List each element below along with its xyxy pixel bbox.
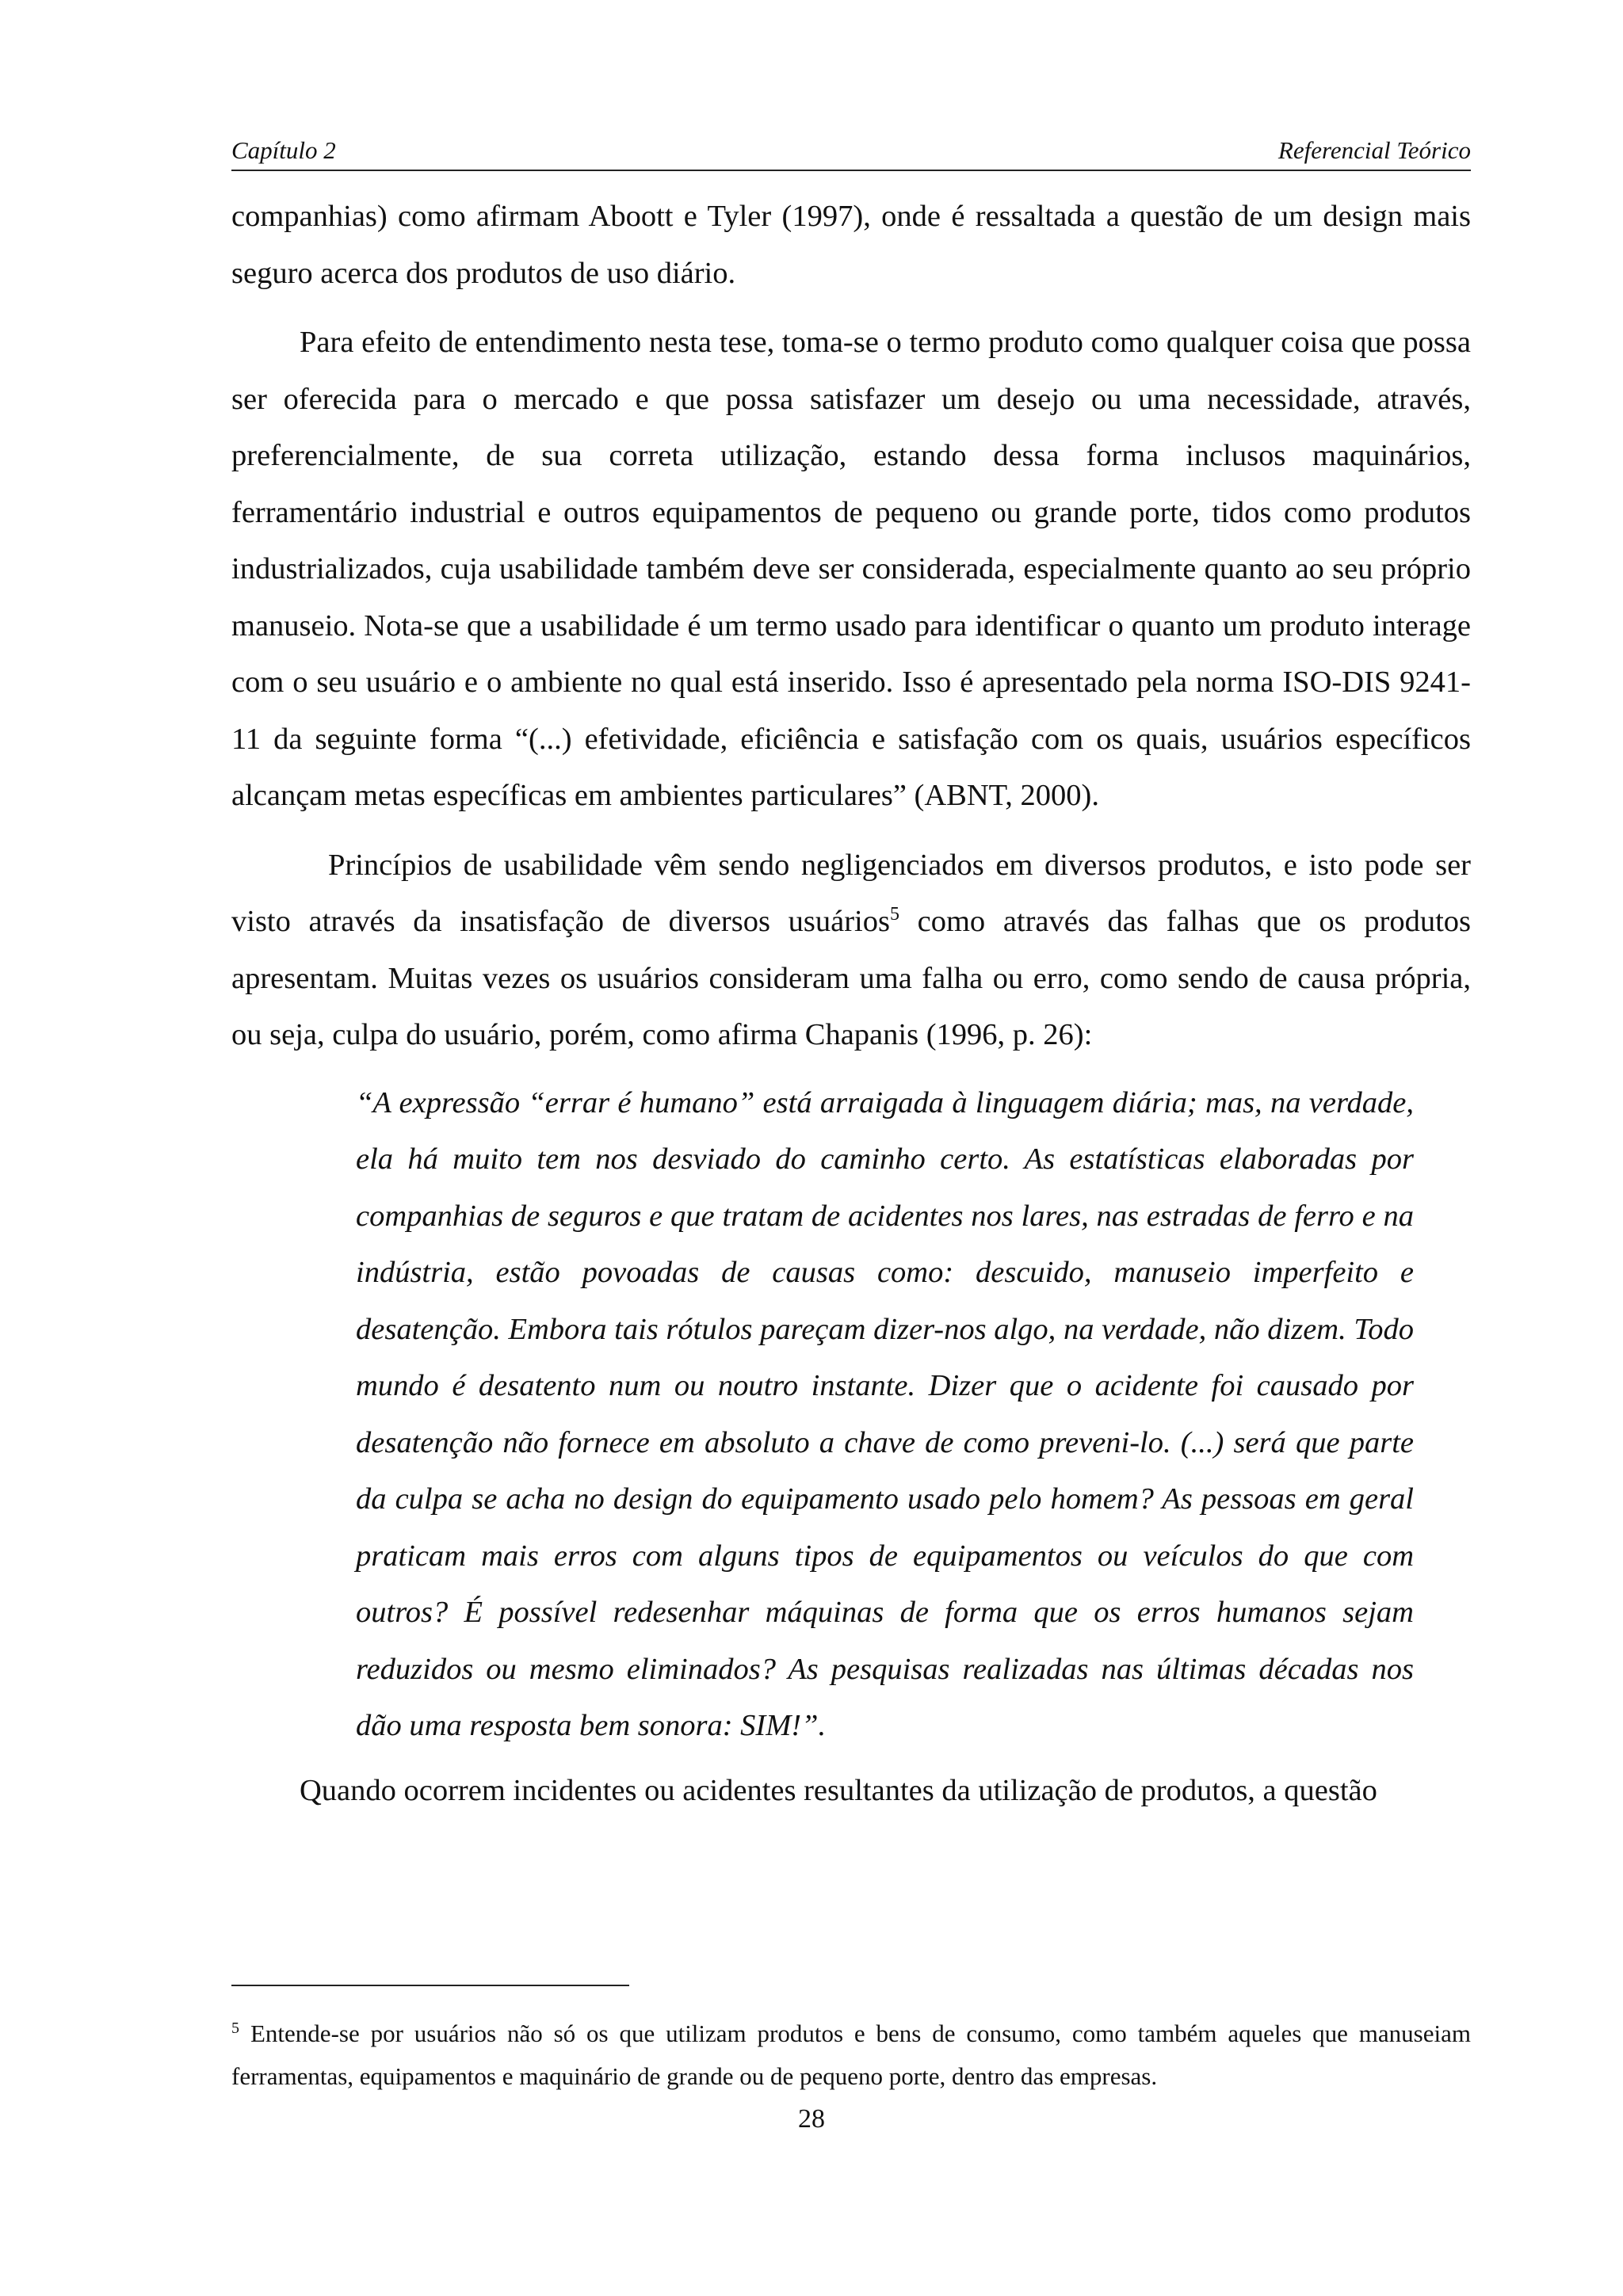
body-text bbox=[231, 189, 1471, 1819]
footnote-text: Entende-se por usuários não só os que utilizam produtos e bens de consumo, como também aqueles que manuseiam ferramentas, equipamentos e maquinário de grande ou de pequeno porte, dentro das empresas. bbox=[231, 2019, 1471, 2090]
running-header bbox=[231, 133, 1471, 171]
paragraph-incidents: Quando ocorrem incidentes ou acidentes resultantes da utilização de produtos, a questão bbox=[300, 1773, 1377, 1807]
paragraph-continuation: companhias) como afirmam Aboott e Tyler (1997), onde é ressaltada a questão de um design mais seguro acerca dos produtos de uso diário. bbox=[231, 200, 1471, 290]
section-title: Referencial Teórico bbox=[1277, 136, 1471, 164]
block-quote: “A expressão “errar é humano” está arraigada à linguagem diária; mas, na verdade, ela há muito tem nos desviado do caminho certo. As estatísticas elaboradas por companhias de seguros e que tratam de acidentes nos lares, nas estradas de ferro e na indústria, estão povoadas de causas como: descuido, manuseio imperfeito e desatenção. Embora tais rótulos pareçam dizer-nos algo, na verdade, não dizem. Todo mundo é desatento num ou noutro instante. Dizer que o acidente foi causado por desatenção não fornece em absoluto a chave de como preveni-lo. (...) será que parte da culpa se acha no design do equipamento usado pelo homem? As pessoas em geral praticam mais erros com alguns tipos de equipamentos ou veículos do que com outros? É possível redesenhar máquinas de forma que os erros humanos sejam reduzidos ou mesmo eliminados? As pesquisas realizadas nas últimas décadas nos dão uma resposta bem sonora: SIM!”. bbox=[356, 1085, 1414, 1742]
paragraph-text-end: como através das falhas que os produtos apresentam. Muitas vezes os usuários consideram uma falha ou erro, como sendo de causa própria, ou seja, culpa do usuário, porém, como afirma Chapanis (1996, p. 26): bbox=[231, 905, 1471, 1051]
paragraph-text-start: Princípios de usabilidade vêm sendo negligenciados em diversos produtos, e isto pode ser visto através da insatisfação de diversos usuários bbox=[231, 848, 1471, 938]
chapter-label: Capítulo 2 bbox=[231, 136, 336, 164]
footnote-mark: 5 bbox=[231, 2019, 239, 2037]
footnote bbox=[231, 2012, 1471, 2098]
paragraph-usability-principles bbox=[231, 837, 1471, 1064]
footnote-reference: 5 bbox=[889, 904, 899, 925]
footnote-separator bbox=[231, 1985, 629, 1986]
paragraph-product-definition: Para efeito de entendimento nesta tese, toma-se o termo produto como qualquer coisa que possa ser oferecida para o mercado e que possa satisfazer um desejo ou uma necessidade, através, preferencialmente, de sua correta utilização, estando dessa forma inclusos maquinários, ferramentário industrial e outros equipamentos de pequeno ou grande porte, tidos como produtos industrializados, cuja usabilidade também deve ser considerada, especialmente quanto ao seu próprio manuseio. Nota-se que a usabilidade é um termo usado para identificar o quanto um produto interage com o seu usuário e o ambiente no qual está inserido. Isso é apresentado pela norma ISO-DIS 9241-11 da seguinte forma “(...) efetividade, eficiência e satisfação com os quais, usuários específicos alcançam metas específicas em ambientes particulares” (ABNT, 2000). bbox=[231, 326, 1471, 812]
page-number: 28 bbox=[798, 2104, 825, 2134]
